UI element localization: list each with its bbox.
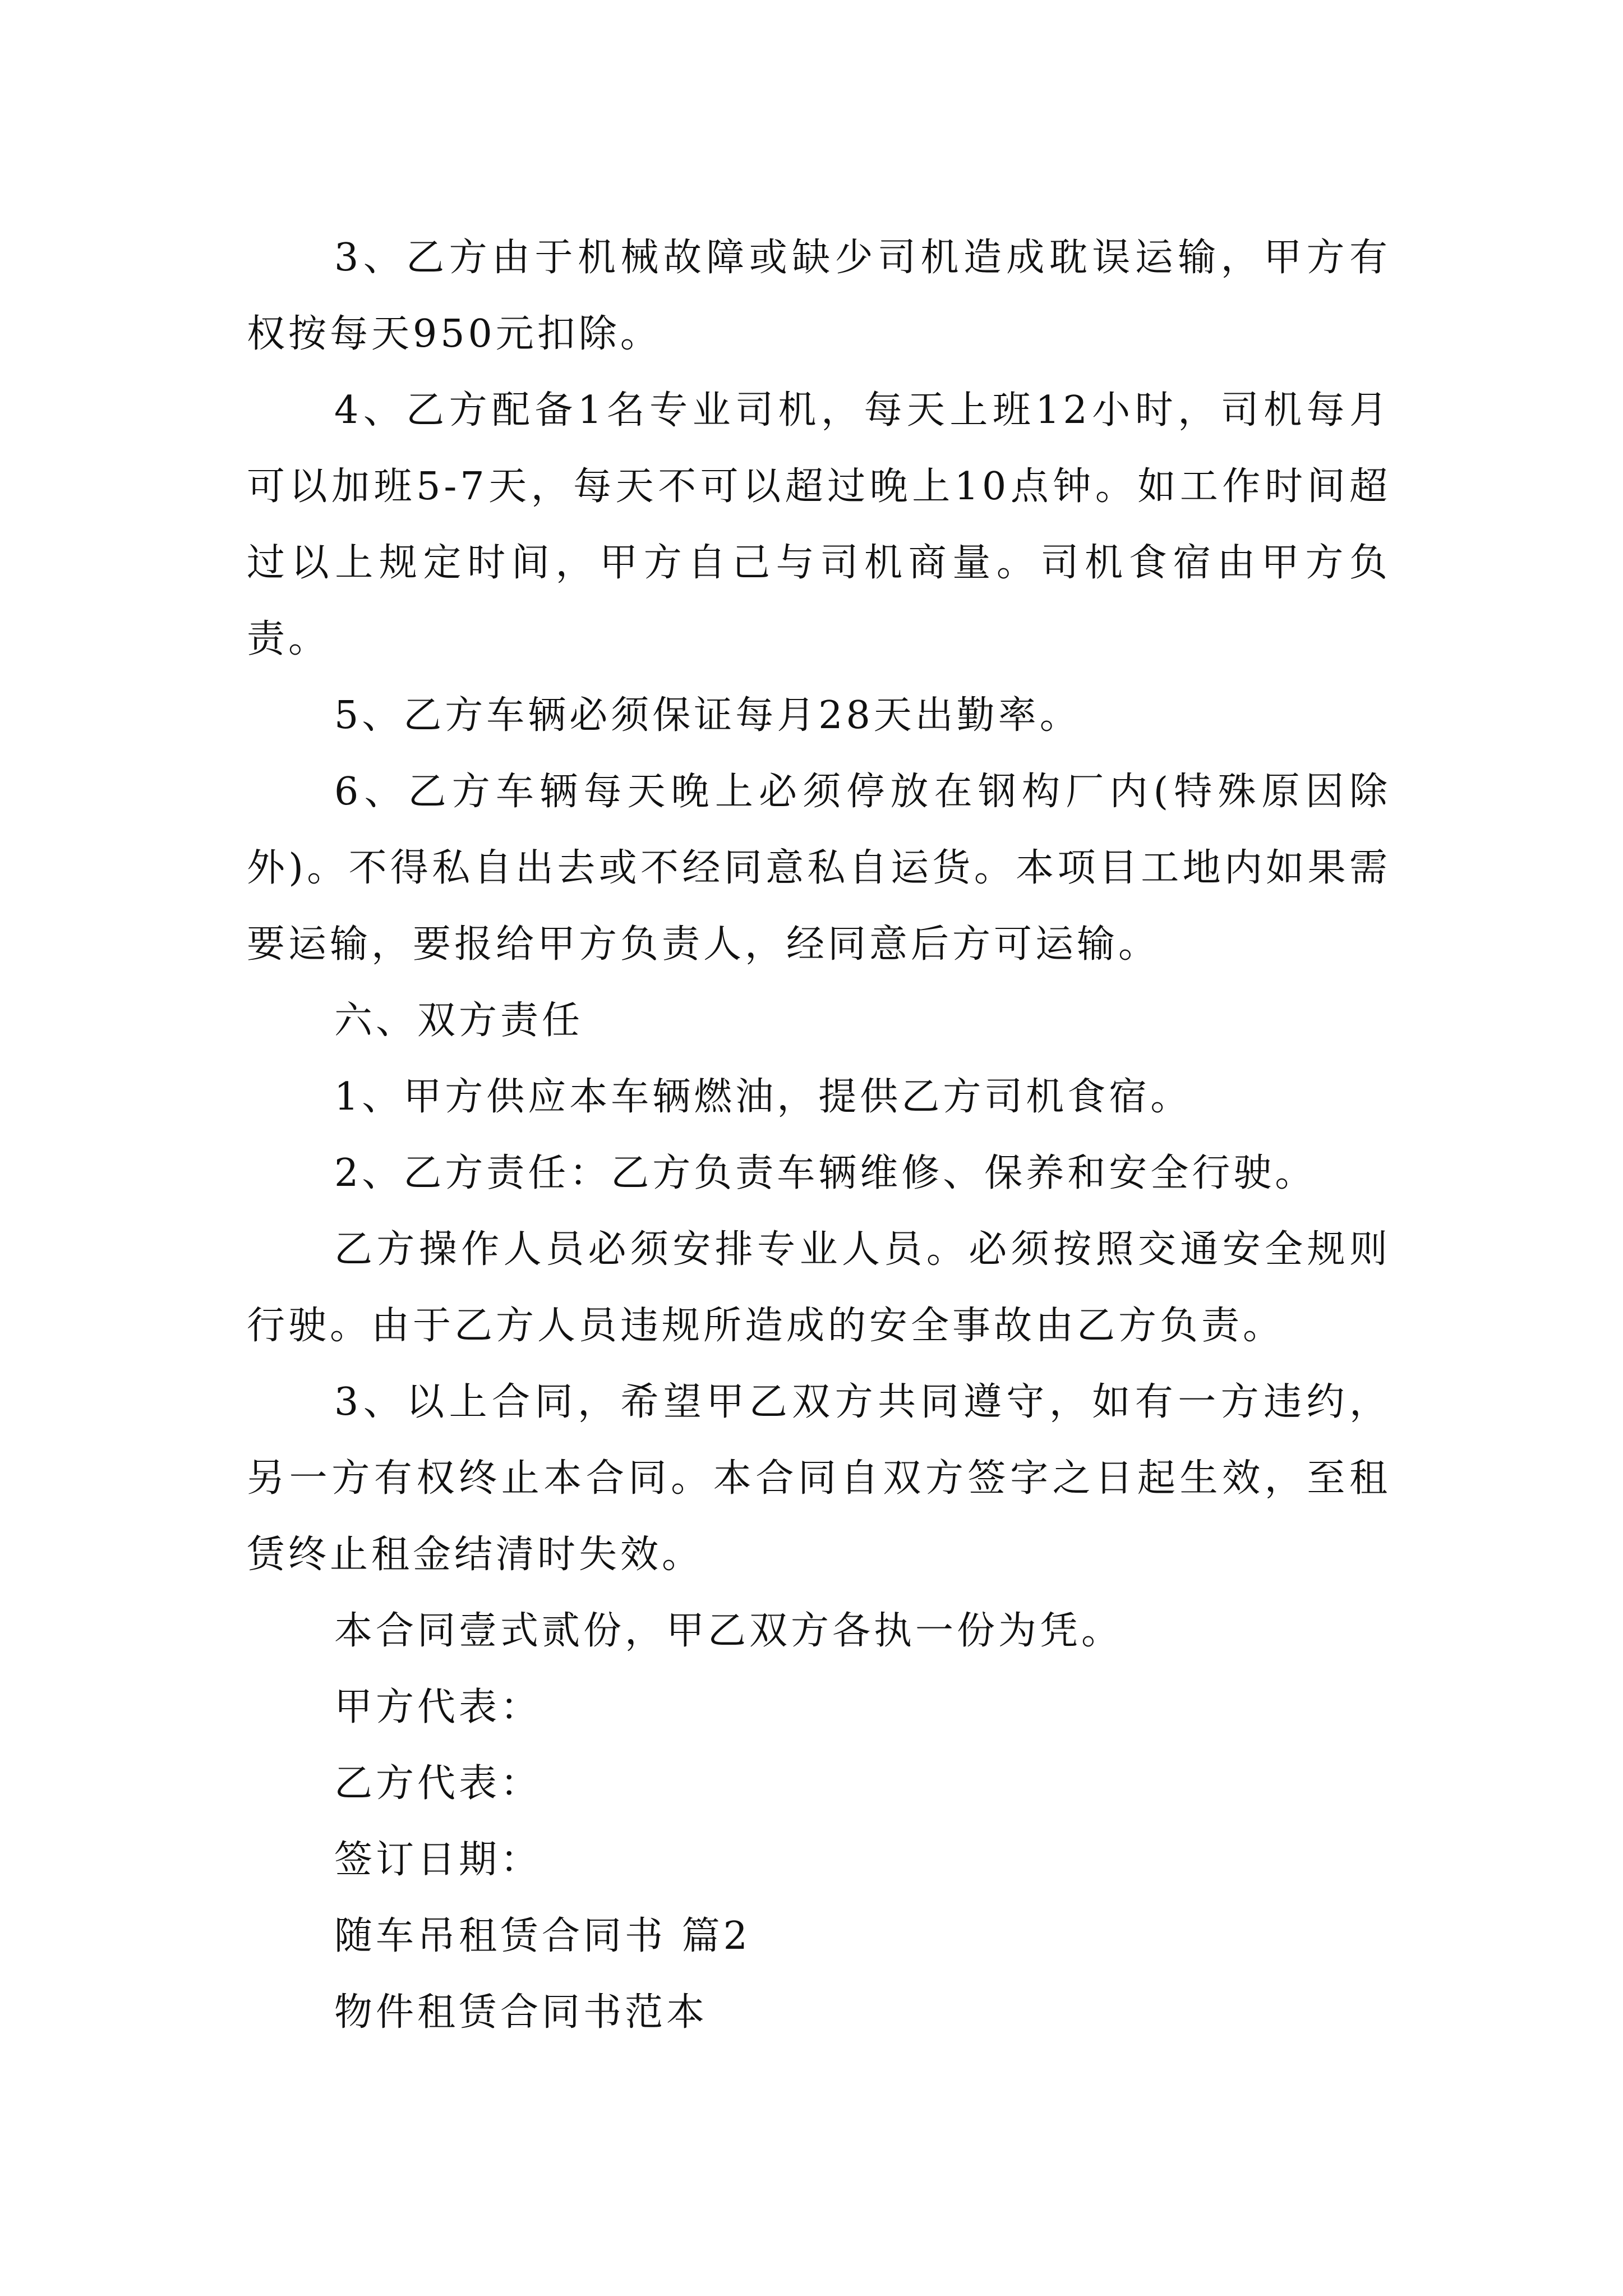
- responsibility-3-validity: 3、以上合同，希望甲乙双方共同遵守，如有一方违约，另一方有权终止本合同。本合同自双方签字之日起生效，至租赁终止租金结清时失效。: [247, 1380, 1391, 1577]
- section-heading-responsibilities: 六、双方责任: [334, 999, 584, 1043]
- clause-6-parking: 6、乙方车辆每天晚上必须停放在钢构厂内(特殊原因除外)。不得私自出去或不经同意私自运货。本项目工地内如果需要运输，要报给甲方负责人，经同意后方可运输。: [247, 770, 1391, 967]
- document-body: [247, 220, 1391, 2051]
- clause-4-driver: 4、乙方配备1名专业司机，每天上班12小时，司机每月可以加班5-7天，每天不可以超过晚上10点钟。如工作时间超过以上规定时间，甲方自己与司机商量。司机食宿由甲方负责。: [247, 388, 1391, 661]
- clause-3-machine-failure: 3、乙方由于机械故障或缺少司机造成耽误运输，甲方有权按每天950元扣除。: [247, 236, 1391, 356]
- contract-template-title: 物件租赁合同书范本: [334, 1990, 708, 2035]
- signing-date: 签订日期：: [334, 1838, 542, 1882]
- responsibility-2-party-b: 2、乙方责任：乙方负责车辆维修、保养和安全行驶。: [334, 1151, 1317, 1195]
- party-a-representative: 甲方代表：: [334, 1685, 542, 1729]
- party-b-representative: 乙方代表：: [334, 1761, 542, 1806]
- contract-title-part-2: 随车吊租赁合同书 篇2: [334, 1914, 751, 1958]
- clause-5-attendance: 5、乙方车辆必须保证每月28天出勤率。: [334, 693, 1081, 738]
- operator-requirement: 乙方操作人员必须安排专业人员。必须按照交通安全规则行驶。由于乙方人员违规所造成的安全事故由乙方负责。: [247, 1227, 1391, 1348]
- responsibility-1-party-a: 1、甲方供应本车辆燃油，提供乙方司机食宿。: [334, 1075, 1192, 1119]
- copies-statement: 本合同壹式贰份，甲乙双方各执一份为凭。: [334, 1609, 1123, 1653]
